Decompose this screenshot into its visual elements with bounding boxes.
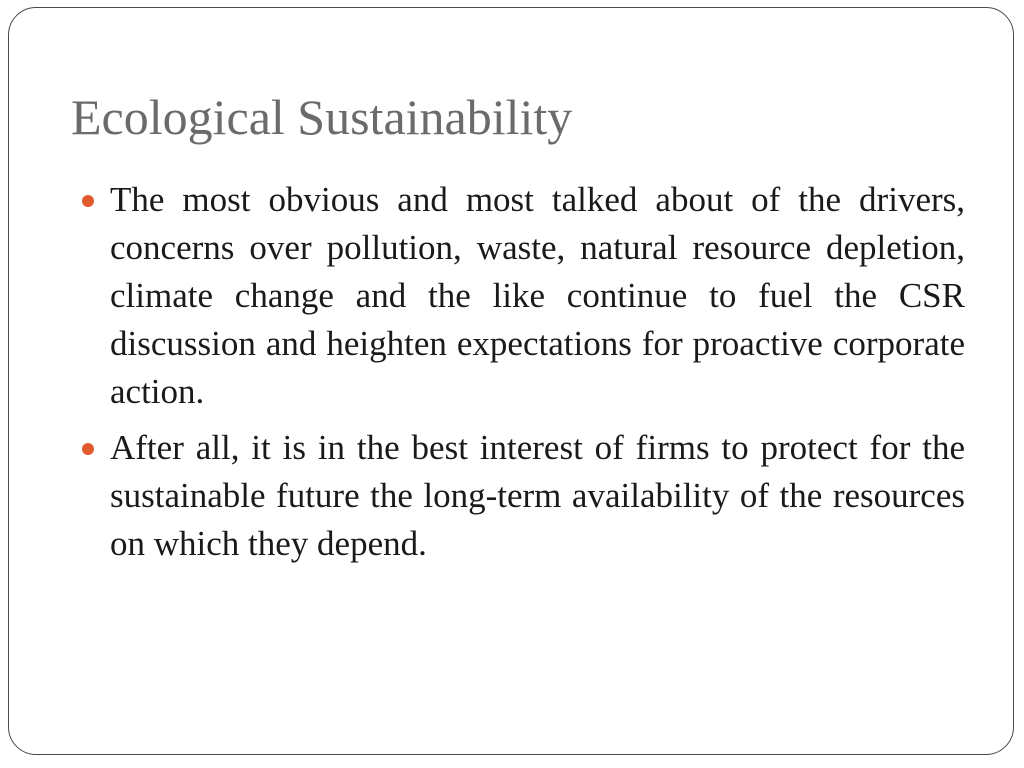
bullet-list — [79, 176, 965, 576]
bullet-dot-icon — [82, 443, 94, 455]
bullet-item — [79, 176, 965, 416]
bullet-text: The most obvious and most talked about of the drivers, concerns over pollution, waste, natural resource depletion, climate change and the like continue to fuel the CSR discussion and heighten expectations for proactive corporate action. — [110, 180, 965, 411]
slide-frame — [8, 7, 1014, 755]
bullet-dot-icon — [82, 195, 94, 207]
bullet-text: After all, it is in the best interest of firms to protect for the sustainable future the long-term availability of the resources on which they depend. — [110, 428, 965, 563]
slide-title: Ecological Sustainability — [71, 89, 573, 145]
bullet-item — [79, 424, 965, 568]
